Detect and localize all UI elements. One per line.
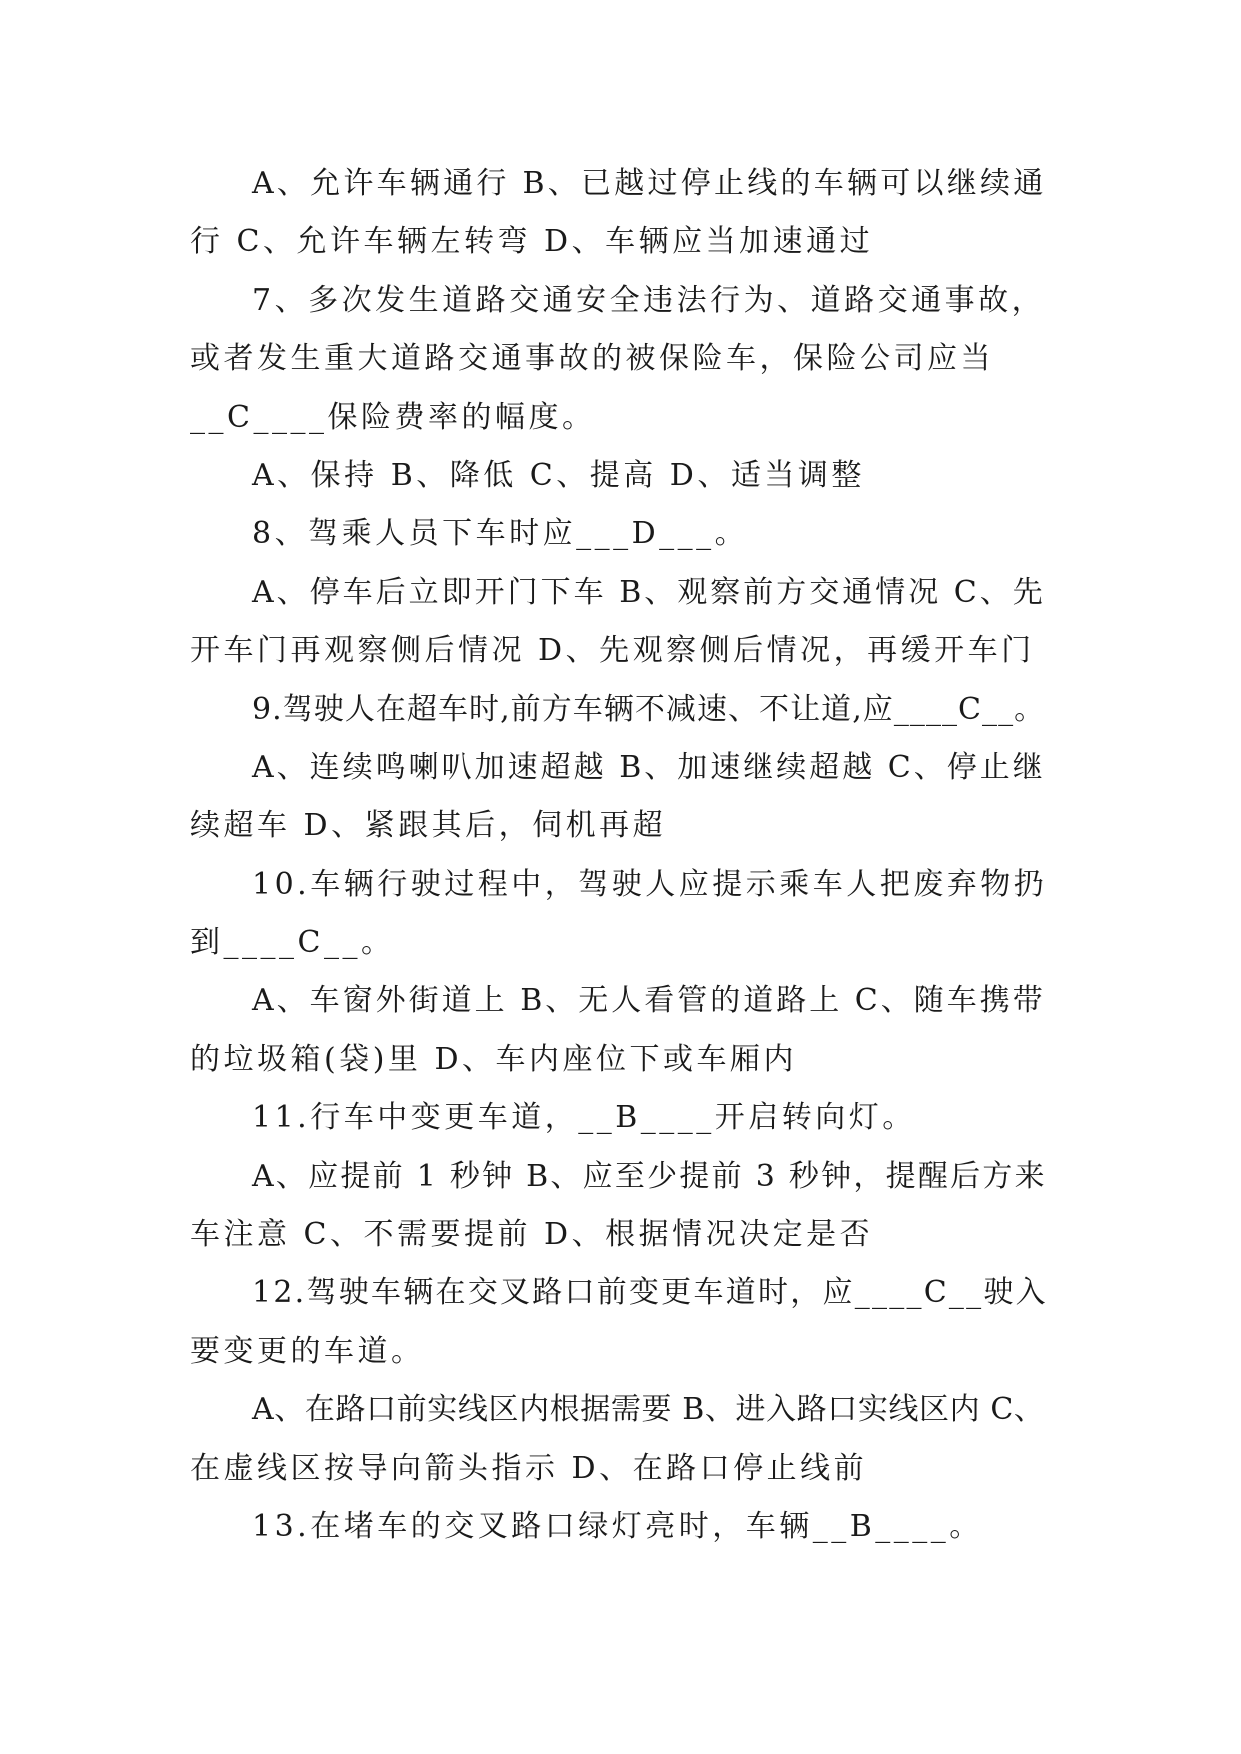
question-line: 7、多次发生道路交通安全违法行为、道路交通事故， (252, 282, 1046, 318)
question-line: __C____保险费率的幅度。 (190, 399, 596, 435)
option-line: 在虚线区按导向箭头指示 D、在路口停止线前 (190, 1450, 868, 1486)
question-line: 10.车辆行驶过程中，驾驶人应提示乘车人把废弃物扔 (252, 866, 1048, 902)
option-line: 续超车 D、紧跟其后，伺机再超 (190, 808, 667, 844)
option-line: A、车窗外街道上 B、无人看管的道路上 C、随车携带 (252, 983, 1046, 1019)
option-line: A、应提前 1 秒钟 B、应至少提前 3 秒钟，提醒后方来 (252, 1158, 1047, 1194)
option-line: A、停车后立即开门下车 B、观察前方交通情况 C、先 (252, 574, 1046, 610)
question-line: 12.驾驶车辆在交叉路口前变更车道时，应____C__驶入 (252, 1275, 1048, 1311)
option-line: 行 C、允许车辆左转弯 D、车辆应当加速通过 (190, 224, 874, 260)
option-line: 车注意 C、不需要提前 D、根据情况决定是否 (190, 1217, 874, 1253)
question-line: 或者发生重大道路交通事故的被保险车，保险公司应当 (190, 341, 994, 377)
option-line: A、保持 B、降低 C、提高 D、适当调整 (252, 457, 865, 493)
document-body (190, 155, 1050, 1556)
option-line: 开车门再观察侧后情况 D、先观察侧后情况，再缓开车门 (190, 633, 1035, 669)
option-line: A、允许车辆通行 B、已越过停止线的车辆可以继续通 (252, 166, 1047, 201)
option-line: A、连续鸣喇叭加速超越 B、加速继续超越 C、停止继 (252, 749, 1046, 785)
question-line: 要变更的车道。 (190, 1333, 425, 1369)
question-line: 到____C__。 (190, 925, 395, 961)
question-line: 13.在堵车的交叉路口绿灯亮时，车辆__B____。 (252, 1508, 983, 1544)
question-line: 11.行车中变更车道，__B____开启转向灯。 (252, 1100, 916, 1136)
question-line: 9.驾驶人在超车时,前方车辆不减速、不让道,应____C__。 (252, 691, 1046, 727)
option-line: A、在路口前实线区内根据需要 B、进入路口实线区内 C、 (252, 1392, 1045, 1428)
question-line: 8、驾乘人员下车时应___D___。 (252, 516, 749, 552)
option-line: 的垃圾箱(袋)里 D、车内座位下或车厢内 (190, 1041, 797, 1077)
